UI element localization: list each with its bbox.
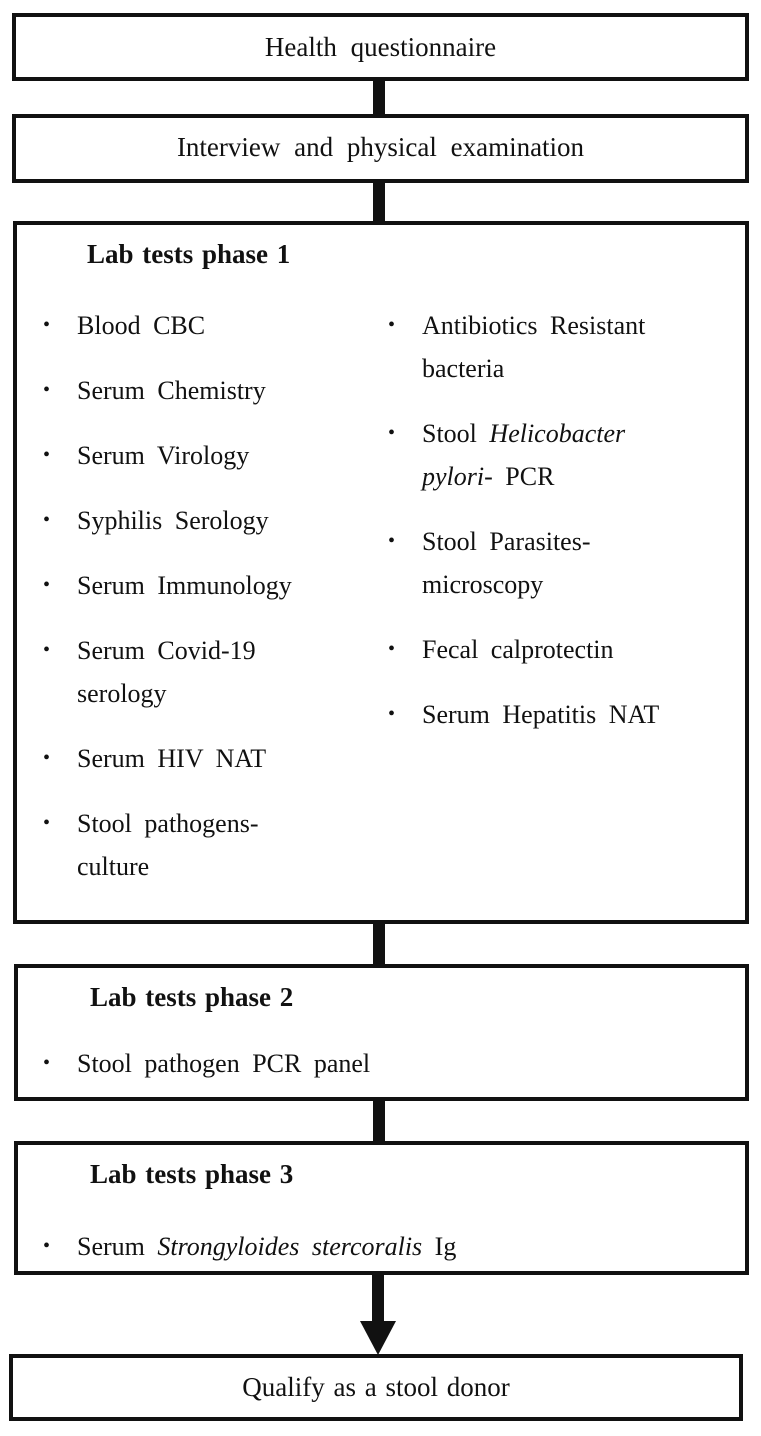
item-text: Serum — [77, 1232, 158, 1261]
bullet-icon: • — [388, 530, 396, 552]
bullet-icon: • — [388, 638, 396, 660]
arrow-shaft — [372, 1273, 384, 1323]
italic-text: Helicobacter — [489, 419, 626, 448]
connector-4 — [373, 1099, 385, 1144]
list-item — [43, 564, 373, 607]
lab-phase-2-box — [14, 964, 749, 1101]
bullet-icon: • — [43, 1052, 51, 1074]
item-text: Antibiotics Resistant — [422, 311, 646, 340]
bullet-icon: • — [43, 812, 51, 834]
bullet-icon: • — [43, 747, 51, 769]
list-item-line — [77, 802, 373, 845]
bullet-icon: • — [43, 574, 51, 596]
list-item-line — [77, 369, 373, 412]
item-text: Serum Covid-19 — [77, 636, 256, 665]
interview-label: Interview and physical examination — [176, 132, 585, 162]
italic-text: Strongyloides stercoralis — [157, 1232, 423, 1261]
list-item-line — [422, 455, 738, 498]
interview-box — [12, 114, 749, 183]
bullet-icon: • — [43, 379, 51, 401]
bullet-icon: • — [388, 314, 396, 336]
item-text: - PCR — [484, 462, 555, 491]
list-item-line — [77, 845, 373, 888]
item-text: serology — [77, 679, 167, 708]
list-item-line — [77, 564, 373, 607]
bullet-icon: • — [388, 703, 396, 725]
list-item-line — [77, 672, 373, 715]
list-item — [43, 629, 373, 715]
list-item — [43, 1042, 743, 1085]
list-item — [43, 802, 373, 888]
list-item-line — [422, 628, 738, 671]
item-text: Ig — [422, 1232, 457, 1261]
list-item — [388, 520, 738, 606]
list-item-line — [422, 520, 738, 563]
list-item-line — [77, 434, 373, 477]
lab-phase-2-list — [43, 1042, 743, 1107]
connector-3 — [373, 922, 385, 967]
item-text: bacteria — [422, 354, 505, 383]
health-questionnaire-box — [12, 13, 749, 81]
lab-phase-1-left-list — [43, 304, 373, 910]
bullet-icon: • — [388, 422, 396, 444]
list-item — [388, 412, 738, 498]
lab-phase-1-right-list — [388, 304, 738, 758]
lab-phase-3-list — [43, 1225, 743, 1290]
bullet-icon: • — [43, 639, 51, 661]
item-text: Serum HIV NAT — [77, 744, 267, 773]
item-text: Stool Parasites- — [422, 527, 591, 556]
health-questionnaire-label: Health questionnaire — [264, 32, 497, 62]
lab-phase-1-box — [13, 221, 749, 924]
item-text: Serum Chemistry — [77, 376, 266, 405]
list-item — [388, 304, 738, 390]
list-item — [43, 1225, 743, 1268]
list-item-line — [77, 737, 373, 780]
bullet-icon: • — [43, 444, 51, 466]
list-item-line — [422, 304, 738, 347]
list-item — [43, 304, 373, 347]
list-item — [43, 369, 373, 412]
list-item-line — [77, 629, 373, 672]
connector-1 — [373, 80, 385, 116]
item-text: Fecal calprotectin — [422, 635, 614, 664]
item-text: microscopy — [422, 570, 544, 599]
bullet-icon: • — [43, 1235, 51, 1257]
lab-phase-1-heading: Lab tests phase 1 — [87, 239, 291, 269]
list-item-line — [77, 304, 373, 347]
lab-phase-3-box — [14, 1141, 749, 1275]
list-item — [43, 499, 373, 542]
bullet-icon: • — [43, 314, 51, 336]
item-text: Serum Hepatitis NAT — [422, 700, 660, 729]
item-text: culture — [77, 852, 150, 881]
item-text: Serum Virology — [77, 441, 250, 470]
lab-phase-2-heading: Lab tests phase 2 — [90, 982, 294, 1012]
item-text: Stool pathogens- — [77, 809, 259, 838]
bullet-icon: • — [43, 509, 51, 531]
italic-text: pylori — [422, 462, 485, 491]
lab-phase-3-heading: Lab tests phase 3 — [90, 1159, 294, 1189]
list-item-line — [422, 412, 738, 455]
list-item — [388, 628, 738, 671]
qualify-donor-label: Qualify as a stool donor — [242, 1372, 510, 1402]
item-text: Blood CBC — [77, 311, 206, 340]
qualify-donor-box — [9, 1354, 743, 1421]
list-item-line — [77, 1042, 743, 1085]
arrow-head-icon — [360, 1321, 396, 1355]
list-item-line — [77, 1225, 743, 1268]
list-item — [43, 737, 373, 780]
list-item — [43, 434, 373, 477]
list-item — [388, 693, 738, 736]
list-item-line — [77, 499, 373, 542]
item-text: Stool pathogen PCR panel — [77, 1049, 371, 1078]
list-item-line — [422, 563, 738, 606]
connector-2 — [373, 182, 385, 224]
list-item-line — [422, 347, 738, 390]
item-text: Stool — [422, 419, 490, 448]
item-text: Serum Immunology — [77, 571, 292, 600]
list-item-line — [422, 693, 738, 736]
item-text: Syphilis Serology — [77, 506, 269, 535]
